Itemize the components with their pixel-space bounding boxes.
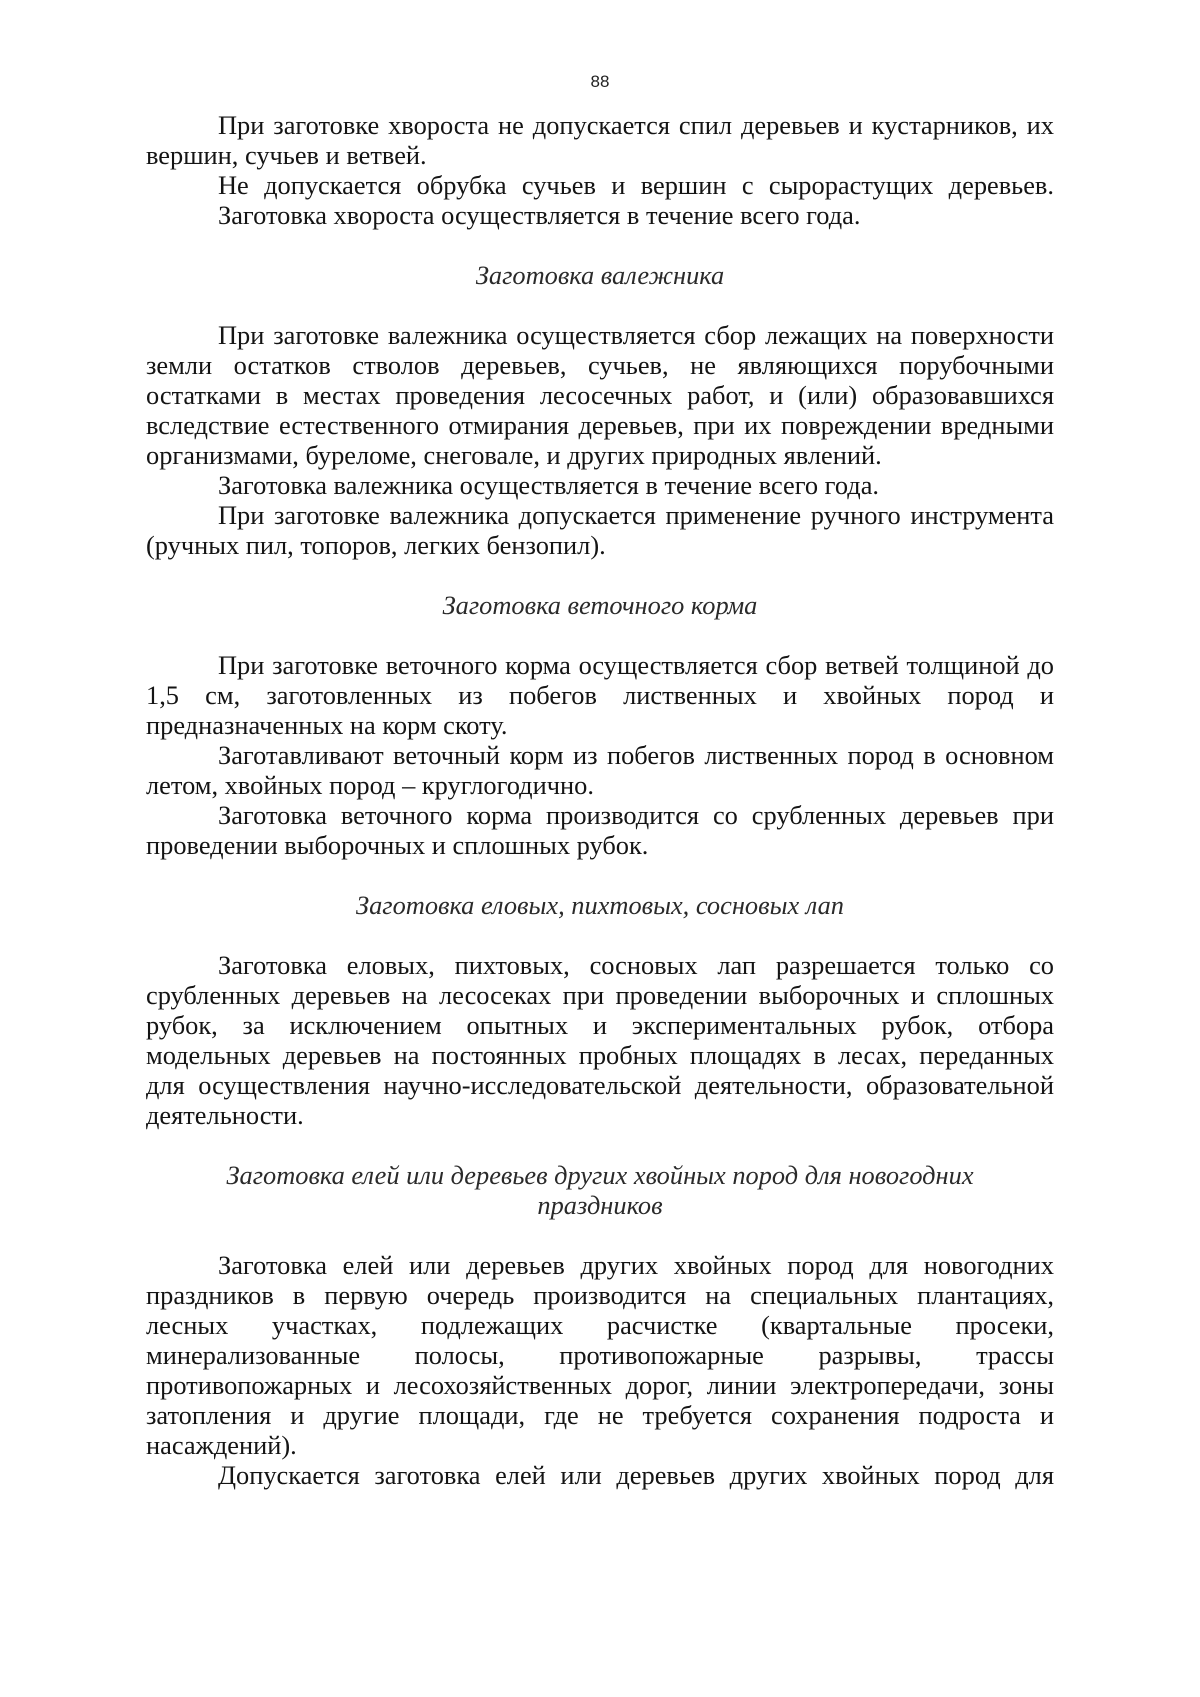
paragraph: Заготовка хвороста осуществляется в течение всего года.	[218, 200, 861, 230]
paragraph: При заготовке валежника допускается применение ручного инструмента (ручных пил, топоров, легких бензопил).	[146, 500, 1054, 560]
paragraph: При заготовке веточного корма осуществляется сбор ветвей толщиной до 1,5 см, заготовленных из побегов лиственных и хвойных пород и предназначенных на корм скоту.	[146, 650, 1054, 740]
paragraph: При заготовке валежника осуществляется сбор лежащих на поверхности земли остатков стволов деревьев, сучьев, не являющихся порубочными остатками в местах проведения лесосечных работ, и (или) образовавшихся вследствие естественного отмирания деревьев, при их повреждении вредными организмами, буреломе, снеговале, и других природных явлений.	[146, 320, 1054, 470]
paragraph: Заготовка еловых, пихтовых, сосновых лап разрешается только со срубленных деревьев на лесосеках при проведении выборочных и сплошных рубок, за исключением опытных и экспериментальных рубок, отбора модельных деревьев на постоянных пробных площадях в лесах, переданных для осуществления научно-исследовательской деятельности, образовательной деятельности.	[146, 950, 1054, 1130]
section-heading: Заготовка елей или деревьев других хвойных пород для новогодних праздников	[226, 1160, 974, 1220]
paragraph: Заготовка веточного корма производится со срубленных деревьев при проведении выборочных и сплошных рубок.	[146, 800, 1054, 860]
paragraph: Заготовка елей или деревьев других хвойных пород для новогодних праздников в первую очередь производится на специальных плантациях, лесных участках, подлежащих расчистке (квартальные просеки, минерализованные полосы, противопожарные разрывы, трассы противопожарных и лесохозяйственных дорог, линии электропередачи, зоны затопления и другие площади, где не требуется сохранения подроста и насаждений).	[146, 1250, 1054, 1460]
paragraph: Не допускается обрубка сучьев и вершин с сырорастущих деревьев.	[218, 170, 1054, 200]
spacer	[146, 1220, 1054, 1250]
spacer	[146, 230, 1054, 260]
paragraph: Заготавливают веточный корм из побегов лиственных пород в основном летом, хвойных пород – круглогодично.	[146, 740, 1054, 800]
paragraph: При заготовке хвороста не допускается спил деревьев и кустарников, их вершин, сучьев и ветвей.	[146, 110, 1054, 170]
section-heading: Заготовка валежника	[475, 260, 725, 290]
spacer	[146, 290, 1054, 320]
section-heading: Заготовка веточного корма	[442, 590, 758, 620]
document-body	[146, 110, 1054, 1490]
spacer	[146, 920, 1054, 950]
section-heading: Заготовка еловых, пихтовых, сосновых лап	[356, 890, 844, 920]
spacer	[146, 620, 1054, 650]
spacer	[146, 560, 1054, 590]
paragraph: Допускается заготовка елей или деревьев других хвойных пород для	[218, 1460, 1054, 1490]
page-number: 88	[590, 72, 610, 91]
spacer	[146, 860, 1054, 890]
paragraph: Заготовка валежника осуществляется в течение всего года.	[218, 470, 880, 500]
spacer	[146, 1130, 1054, 1160]
